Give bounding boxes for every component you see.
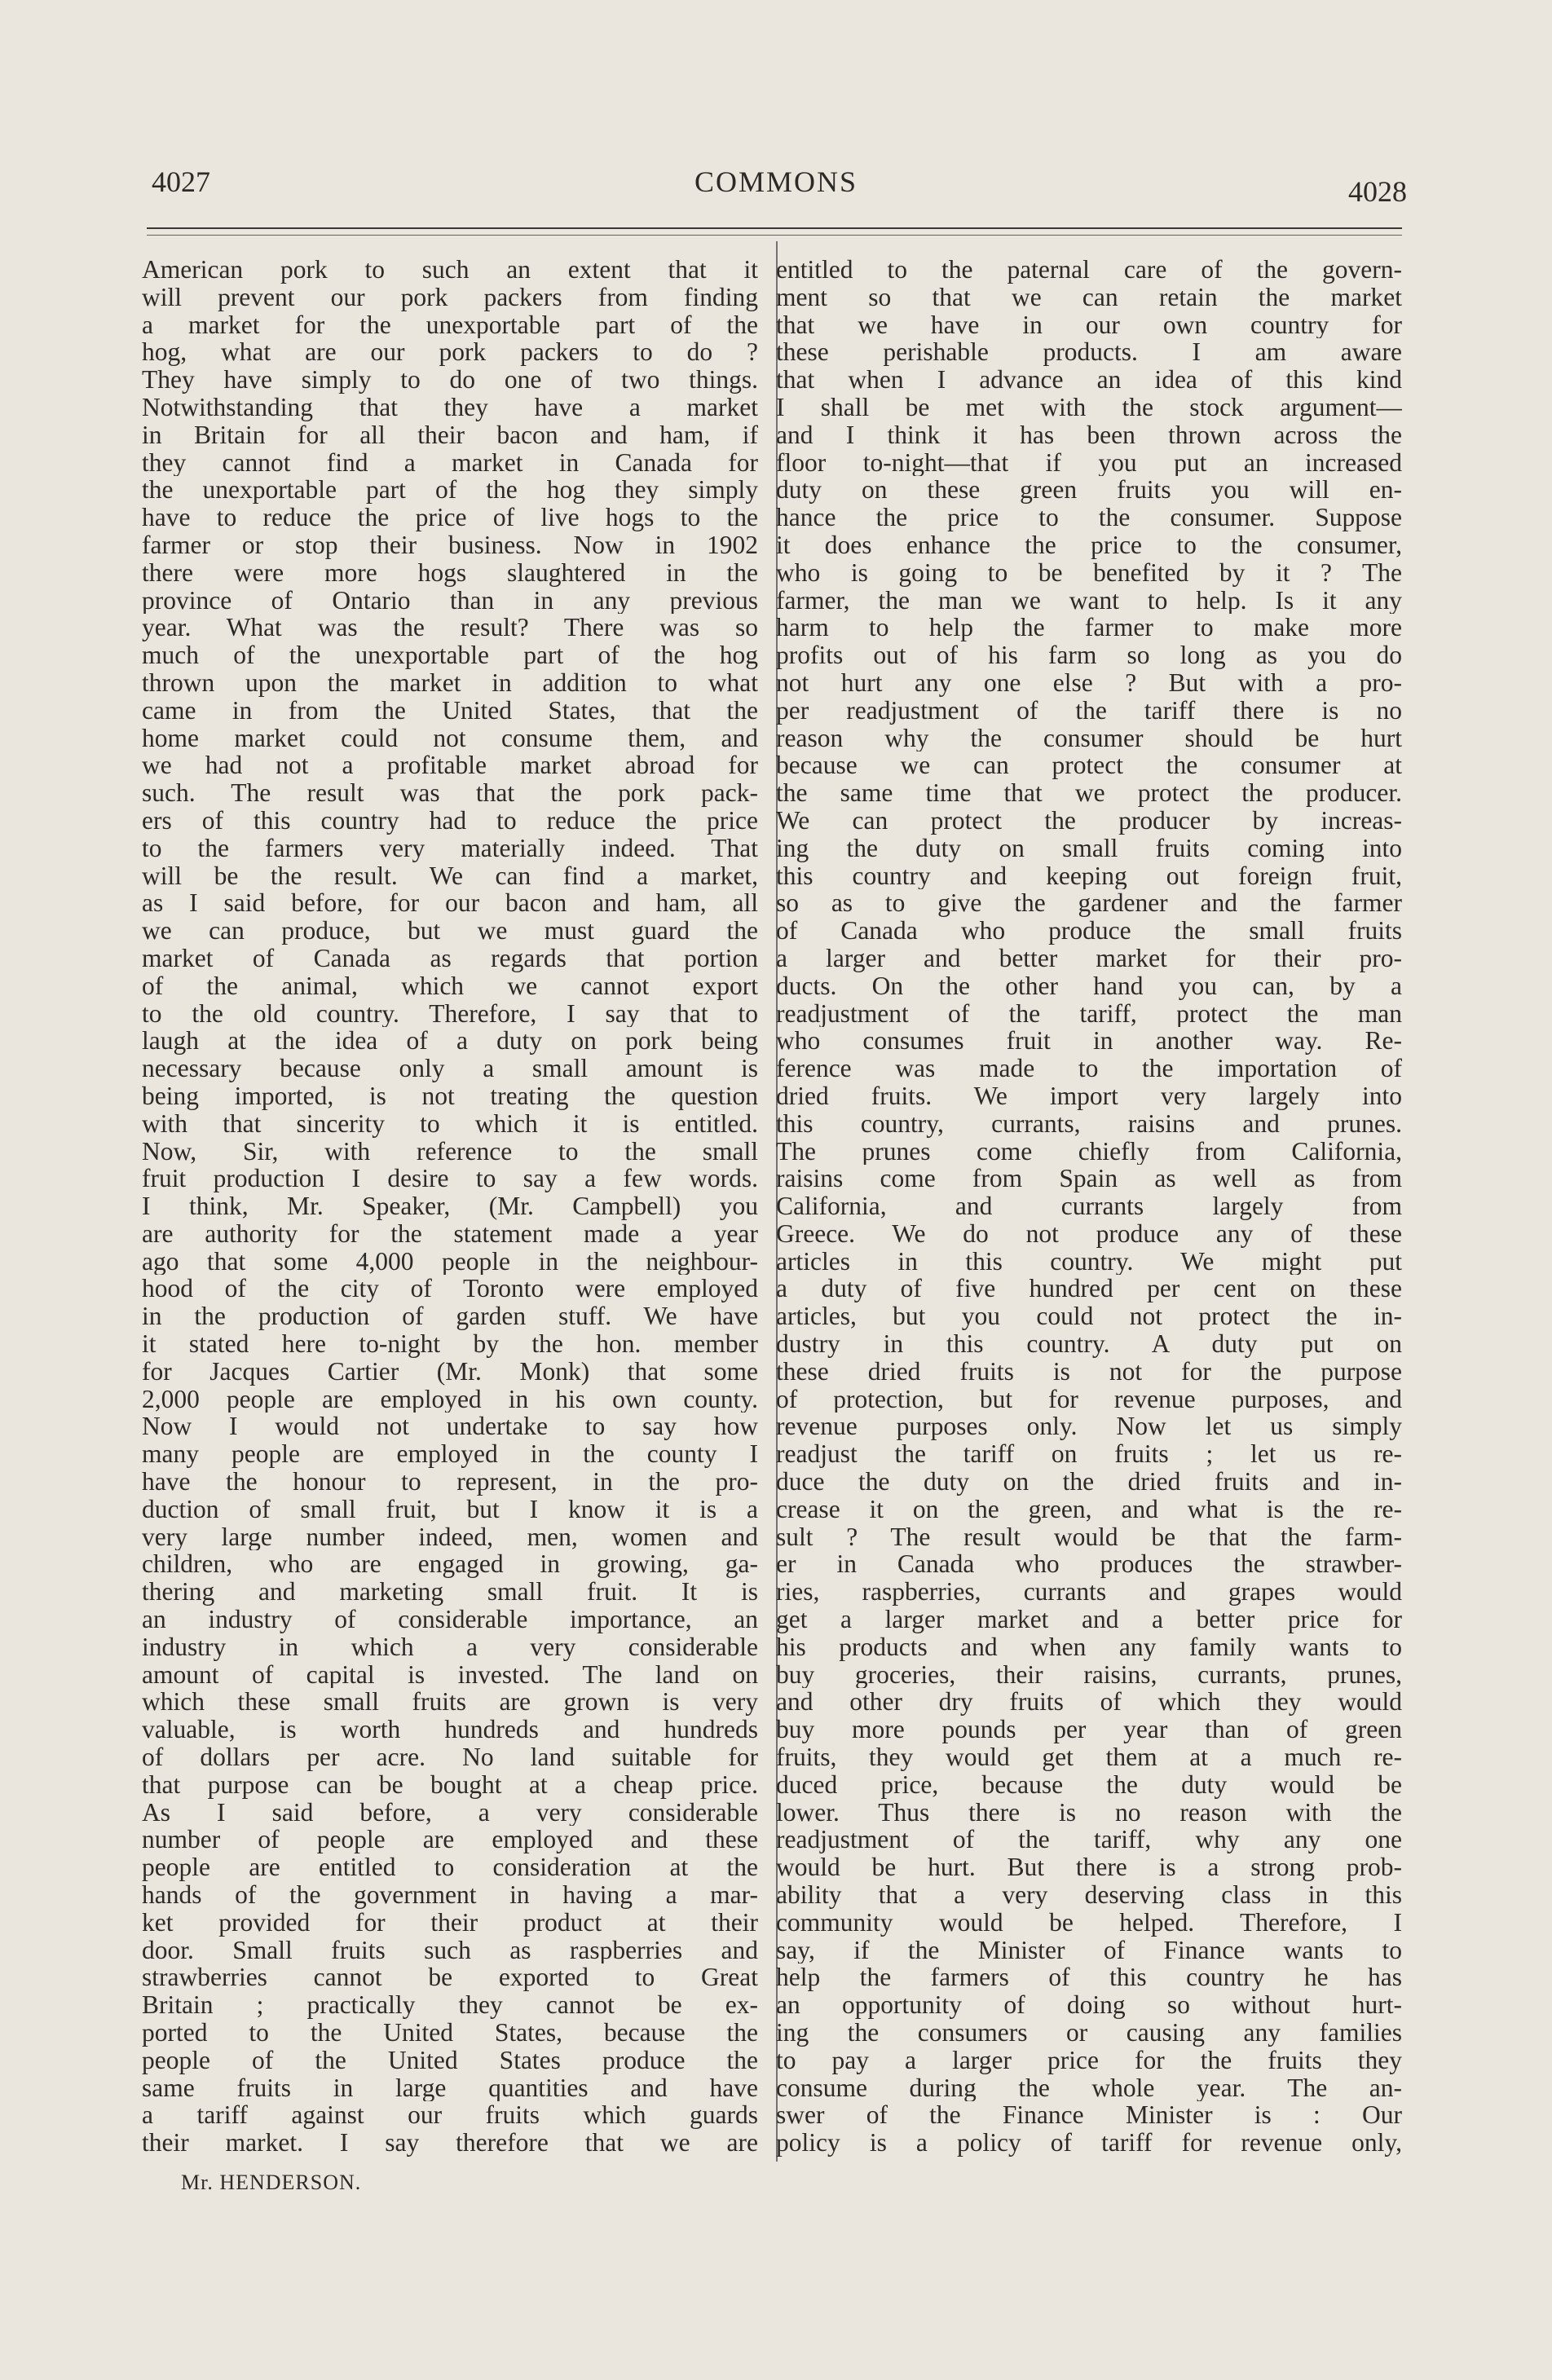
page-number-left: 4027 xyxy=(152,165,210,198)
text-line: farmer or stop their business. Now in 1902 xyxy=(142,531,758,559)
text-line: in the production of garden stuff. We have xyxy=(142,1302,758,1331)
text-line: would be hurt. But there is a strong prob- xyxy=(776,1853,1402,1882)
text-line: as I said before, for our bacon and ham, all xyxy=(142,889,758,918)
text-line: readjustment of the tariff, why any one xyxy=(776,1826,1402,1854)
text-line: a market for the unexportable part of the xyxy=(142,311,758,339)
text-line: swer of the Finance Minister is : Our xyxy=(776,2101,1402,2130)
text-line: and I think it has been thrown across the xyxy=(776,421,1402,449)
text-line: buy more pounds per year than of green xyxy=(776,1716,1402,1744)
text-line: a larger and better market for their pro- xyxy=(776,944,1402,972)
text-line: help the farmers of this country he has xyxy=(776,1964,1402,1992)
text-line: home market could not consume them, and xyxy=(142,724,758,752)
text-line: door. Small fruits such as raspberries and xyxy=(142,1936,758,1964)
text-line: their market. I say therefore that we are xyxy=(142,2129,758,2157)
text-line: same fruits in large quantities and have xyxy=(142,2074,758,2102)
text-line: because we can protect the consumer at xyxy=(776,751,1402,780)
text-line: I shall be met with the stock argument— xyxy=(776,393,1402,421)
text-line: valuable, is worth hundreds and hundreds xyxy=(142,1716,758,1744)
text-line: readjustment of the tariff, protect the man xyxy=(776,999,1402,1028)
text-line: crease it on the green, and what is the re- xyxy=(776,1495,1402,1523)
text-line: there were more hogs slaughtered in the xyxy=(142,558,758,587)
text-line: revenue purposes only. Now let us simply xyxy=(776,1413,1402,1441)
text-line: laugh at the idea of a duty on pork being xyxy=(142,1027,758,1056)
text-line: The prunes come chiefly from California, xyxy=(776,1137,1402,1166)
text-line: American pork to such an extent that it xyxy=(142,256,758,284)
text-line: so as to give the gardener and the farmer xyxy=(776,889,1402,918)
text-line: ability that a very deserving class in this xyxy=(776,1881,1402,1909)
header-rule-thin xyxy=(147,235,1402,236)
text-line: his products and when any family wants to xyxy=(776,1633,1402,1661)
text-line: we can produce, but we must guard the xyxy=(142,917,758,945)
text-line: We can protect the producer by increas- xyxy=(776,806,1402,835)
text-line: it stated here to-night by the hon. member xyxy=(142,1330,758,1358)
text-line: duction of small fruit, but I know it is a xyxy=(142,1495,758,1523)
text-line: of protection, but for revenue purposes, and xyxy=(776,1385,1402,1413)
text-line: farmer, the man we want to help. Is it any xyxy=(776,586,1402,615)
text-line: people are entitled to consideration at the xyxy=(142,1853,758,1882)
text-line: They have simply to do one of two things. xyxy=(142,366,758,394)
text-line: ries, raspberries, currants and grapes would xyxy=(776,1578,1402,1606)
text-line: very large number indeed, men, women and xyxy=(142,1523,758,1551)
text-line: dustry in this country. A duty put on xyxy=(776,1330,1402,1358)
text-line: number of people are employed and these xyxy=(142,1826,758,1854)
text-line: ing the consumers or causing any families xyxy=(776,2019,1402,2047)
speaker-name: Mr. HENDERSON. xyxy=(181,2171,362,2194)
text-line: ducts. On the other hand you can, by a xyxy=(776,972,1402,1000)
header-rule xyxy=(147,227,1402,229)
text-line: such. The result was that the pork pack- xyxy=(142,779,758,807)
text-line: that purpose can be bought at a cheap price. xyxy=(142,1770,758,1799)
text-line: many people are employed in the county I xyxy=(142,1440,758,1469)
text-line: policy is a policy of tariff for revenue only, xyxy=(776,2129,1402,2157)
text-line: which these small fruits are grown is very xyxy=(142,1688,758,1717)
text-line: industry in which a very considerable xyxy=(142,1633,758,1661)
text-line: with that sincerity to which it is entitled. xyxy=(142,1109,758,1138)
text-line: ference was made to the importation of xyxy=(776,1055,1402,1082)
text-line: much of the unexportable part of the hog xyxy=(142,641,758,669)
page-header xyxy=(145,160,1407,209)
text-line: these dried fruits is not for the purpose xyxy=(776,1357,1402,1386)
text-line: the same time that we protect the producer. xyxy=(776,779,1402,807)
text-line: say, if the Minister of Finance wants to xyxy=(776,1936,1402,1964)
text-line: for Jacques Cartier (Mr. Monk) that some xyxy=(142,1357,758,1386)
text-line: who consumes fruit in another way. Re- xyxy=(776,1027,1402,1056)
text-line: harm to help the farmer to make more xyxy=(776,614,1402,642)
text-line: ment so that we can retain the market xyxy=(776,283,1402,311)
text-line: they cannot find a market in Canada for xyxy=(142,448,758,477)
text-line: province of Ontario than in any previous xyxy=(142,586,758,615)
text-line: to the old country. Therefore, I say that to xyxy=(142,999,758,1028)
text-line: community would be helped. Therefore, I xyxy=(776,1908,1402,1937)
text-line: an opportunity of doing so without hurt- xyxy=(776,1991,1402,2019)
text-line: As I said before, a very considerable xyxy=(142,1798,758,1827)
text-line: get a larger market and a better price for xyxy=(776,1606,1402,1633)
text-line: articles in this country. We might put xyxy=(776,1247,1402,1276)
text-line: the unexportable part of the hog they simply xyxy=(142,476,758,505)
text-line: Greece. We do not produce any of these xyxy=(776,1219,1402,1248)
text-line: Now, Sir, with reference to the small xyxy=(142,1137,758,1166)
text-line: that when I advance an idea of this kind xyxy=(776,366,1402,394)
text-line: a duty of five hundred per cent on these xyxy=(776,1275,1402,1303)
text-line: hance the price to the consumer. Suppose xyxy=(776,504,1402,531)
text-line: buy groceries, their raisins, currants, prunes, xyxy=(776,1660,1402,1689)
text-line: a tariff against our fruits which guards xyxy=(142,2101,758,2130)
text-line: lower. Thus there is no reason with the xyxy=(776,1798,1402,1827)
text-line: of the animal, which we cannot export xyxy=(142,972,758,1000)
text-line: Britain ; practically they cannot be ex- xyxy=(142,1991,758,2019)
text-line: not hurt any one else ? But with a pro- xyxy=(776,668,1402,697)
text-line: have to reduce the price of live hogs to the xyxy=(142,504,758,531)
text-line: readjust the tariff on fruits ; let us re- xyxy=(776,1440,1402,1469)
text-line: ket provided for their product at their xyxy=(142,1908,758,1937)
text-line: dried fruits. We import very largely into xyxy=(776,1082,1402,1110)
text-line: market of Canada as regards that portion xyxy=(142,944,758,972)
text-line: to the farmers very materially indeed. That xyxy=(142,834,758,862)
text-line: strawberries cannot be exported to Great xyxy=(142,1964,758,1992)
text-line: consume during the whole year. The an- xyxy=(776,2074,1402,2102)
text-line: that we have in our own country for xyxy=(776,311,1402,339)
right-column xyxy=(776,256,1402,2157)
text-line: thrown upon the market in addition to what xyxy=(142,668,758,697)
text-line: fruit production I desire to say a few words. xyxy=(142,1165,758,1193)
text-line: necessary because only a small amount is xyxy=(142,1055,758,1082)
text-line: will be the result. We can find a market, xyxy=(142,862,758,890)
text-line: being imported, is not treating the question xyxy=(142,1082,758,1110)
text-line: this country and keeping out foreign fruit, xyxy=(776,862,1402,890)
text-line: this country, currants, raisins and prunes. xyxy=(776,1109,1402,1138)
text-line: entitled to the paternal care of the govern- xyxy=(776,256,1402,284)
text-line: in Britain for all their bacon and ham, if xyxy=(142,421,758,449)
text-line: children, who are engaged in growing, ga- xyxy=(142,1550,758,1579)
left-column xyxy=(142,256,758,2157)
text-line: hog, what are our pork packers to do ? xyxy=(142,338,758,367)
text-line: came in from the United States, that the xyxy=(142,696,758,725)
text-line: will prevent our pork packers from finding xyxy=(142,283,758,311)
text-line: duty on these green fruits you will en- xyxy=(776,476,1402,505)
text-line: sult ? The result would be that the farm- xyxy=(776,1523,1402,1551)
text-line: 2,000 people are employed in his own county. xyxy=(142,1385,758,1413)
text-line: ported to the United States, because the xyxy=(142,2019,758,2047)
text-line: Notwithstanding that they have a market xyxy=(142,393,758,421)
text-line: people of the United States produce the xyxy=(142,2046,758,2074)
text-line: these perishable products. I am aware xyxy=(776,338,1402,367)
text-line: thering and marketing small fruit. It is xyxy=(142,1578,758,1606)
text-line: ago that some 4,000 people in the neighbour- xyxy=(142,1247,758,1276)
text-line: amount of capital is invested. The land on xyxy=(142,1660,758,1689)
page-number-right: 4028 xyxy=(1348,175,1407,208)
text-line: are authority for the statement made a year xyxy=(142,1219,758,1248)
text-line: duce the duty on the dried fruits and in- xyxy=(776,1468,1402,1496)
text-line: fruits, they would get them at a much re- xyxy=(776,1743,1402,1771)
text-line: er in Canada who produces the strawber- xyxy=(776,1550,1402,1579)
text-line: articles, but you could not protect the in- xyxy=(776,1302,1402,1331)
text-line: hood of the city of Toronto were employed xyxy=(142,1275,758,1303)
text-line: raisins come from Spain as well as from xyxy=(776,1165,1402,1193)
text-line: year. What was the result? There was so xyxy=(142,614,758,642)
text-line: an industry of considerable importance, an xyxy=(142,1606,758,1633)
text-line: reason why the consumer should be hurt xyxy=(776,724,1402,752)
text-line: profits out of his farm so long as you do xyxy=(776,641,1402,669)
text-line: to pay a larger price for the fruits they xyxy=(776,2046,1402,2074)
text-line: California, and currants largely from xyxy=(776,1192,1402,1220)
text-line: hands of the government in having a mar- xyxy=(142,1881,758,1909)
text-line: of Canada who produce the small fruits xyxy=(776,917,1402,945)
text-line: ing the duty on small fruits coming into xyxy=(776,834,1402,862)
text-line: it does enhance the price to the consumer, xyxy=(776,531,1402,559)
running-head: COMMONS xyxy=(694,165,858,198)
text-line: and other dry fruits of which they would xyxy=(776,1688,1402,1717)
text-line: of dollars per acre. No land suitable for xyxy=(142,1743,758,1771)
text-line: we had not a profitable market abroad for xyxy=(142,751,758,780)
text-line: ers of this country had to reduce the price xyxy=(142,806,758,835)
text-line: have the honour to represent, in the pro- xyxy=(142,1468,758,1496)
text-line: I think, Mr. Speaker, (Mr. Campbell) you xyxy=(142,1192,758,1220)
text-line: who is going to be benefited by it ? The xyxy=(776,558,1402,587)
text-line: per readjustment of the tariff there is no xyxy=(776,696,1402,725)
text-line: floor to-night—that if you put an increased xyxy=(776,448,1402,477)
text-line: Now I would not undertake to say how xyxy=(142,1413,758,1441)
text-line: duced price, because the duty would be xyxy=(776,1770,1402,1799)
